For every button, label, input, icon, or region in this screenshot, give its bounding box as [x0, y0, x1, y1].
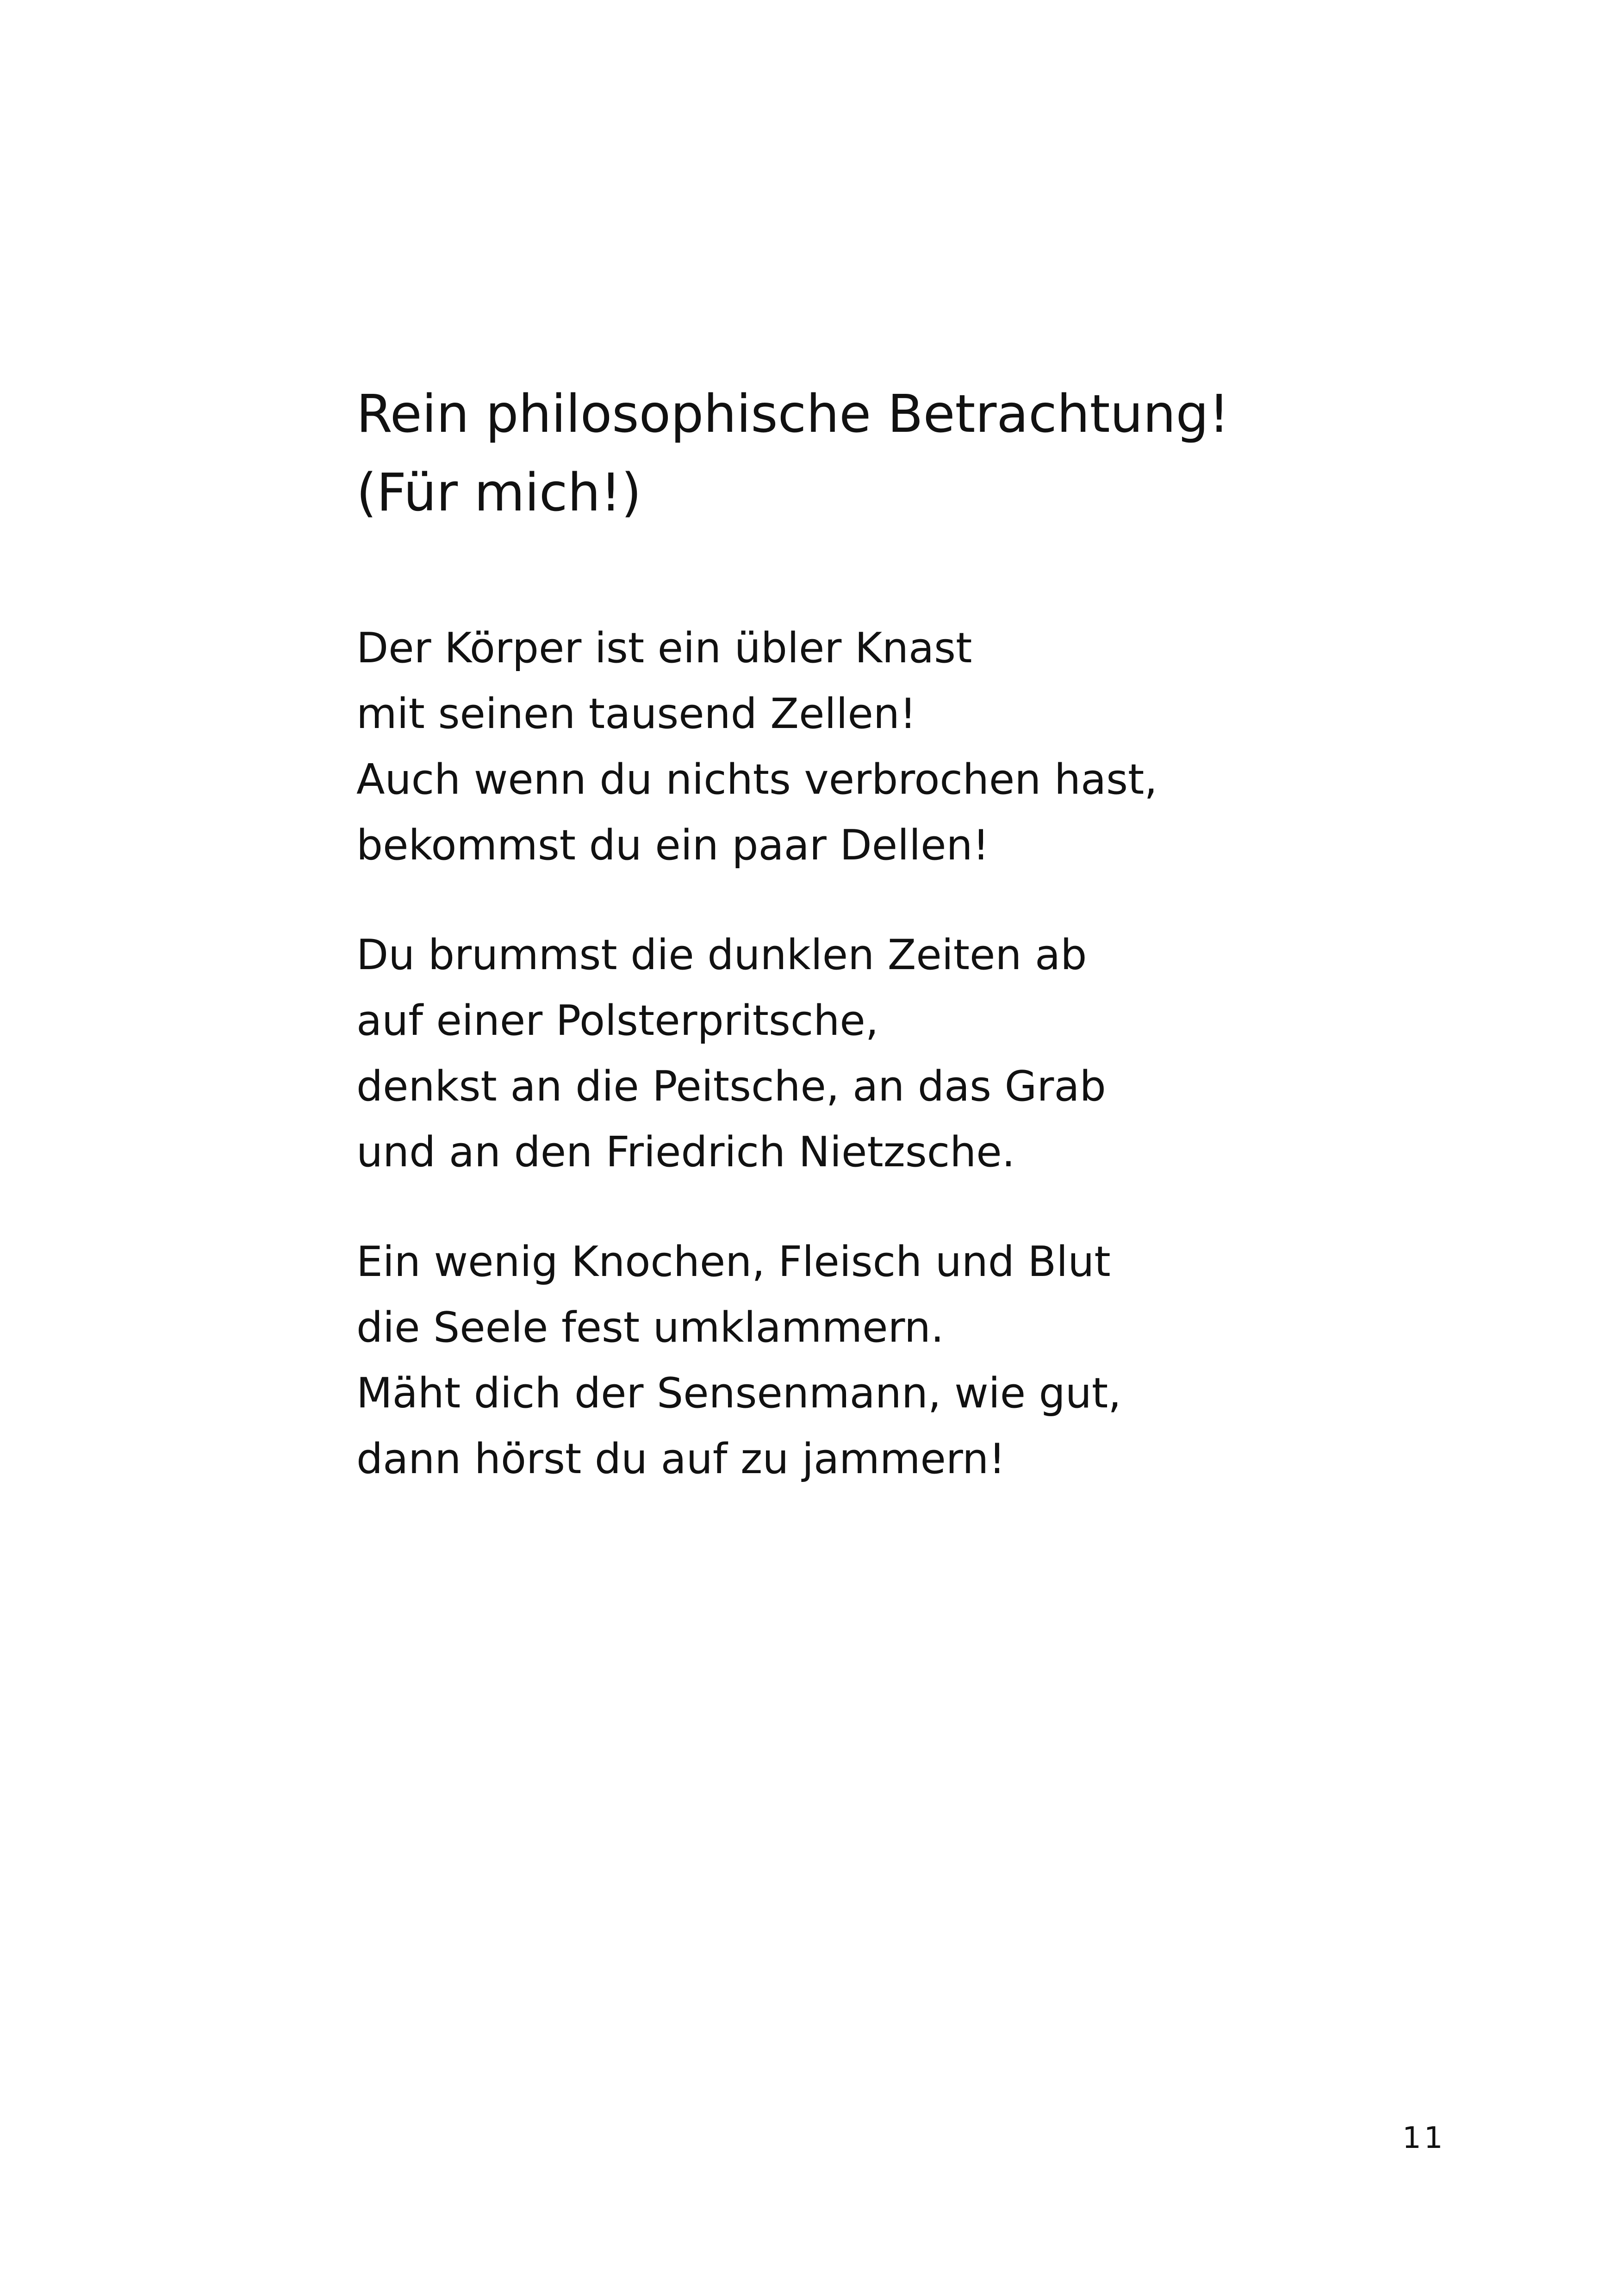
stanza-1	[356, 616, 1421, 878]
verse-line: die Seele fest umklammern.	[356, 1303, 944, 1352]
verse-line: und an den Friedrich Nietzsche.	[356, 1128, 1015, 1176]
verse-line: Der Körper ist ein übler Knast	[356, 624, 972, 672]
page-number: 11	[1402, 2121, 1446, 2155]
verse-line: auf einer Polsterpritsche,	[356, 996, 879, 1045]
verse-line: Du brummst die dunklen Zeiten ab	[356, 931, 1087, 979]
stanza-2	[356, 922, 1421, 1185]
verse-line: Ein wenig Knochen, Fleisch und Blut	[356, 1238, 1111, 1286]
stanza-3	[356, 1229, 1421, 1492]
verse-line: Auch wenn du nichts verbrochen hast,	[356, 755, 1157, 804]
verse-line: bekommst du ein paar Dellen!	[356, 821, 989, 870]
verse-line: denkst an die Peitsche, an das Grab	[356, 1062, 1106, 1111]
poem	[356, 375, 1421, 1536]
poem-title	[356, 375, 1421, 532]
verse-line: mit seinen tausend Zellen!	[356, 690, 916, 738]
verse-line: dann hörst du auf zu jammern!	[356, 1435, 1006, 1483]
poem-subtitle-line: (Für mich!)	[356, 463, 641, 523]
verse-line: Mäht dich der Sensenmann, wie gut,	[356, 1369, 1121, 1418]
poem-title-line: Rein philosophische Betrachtung!	[356, 384, 1230, 444]
